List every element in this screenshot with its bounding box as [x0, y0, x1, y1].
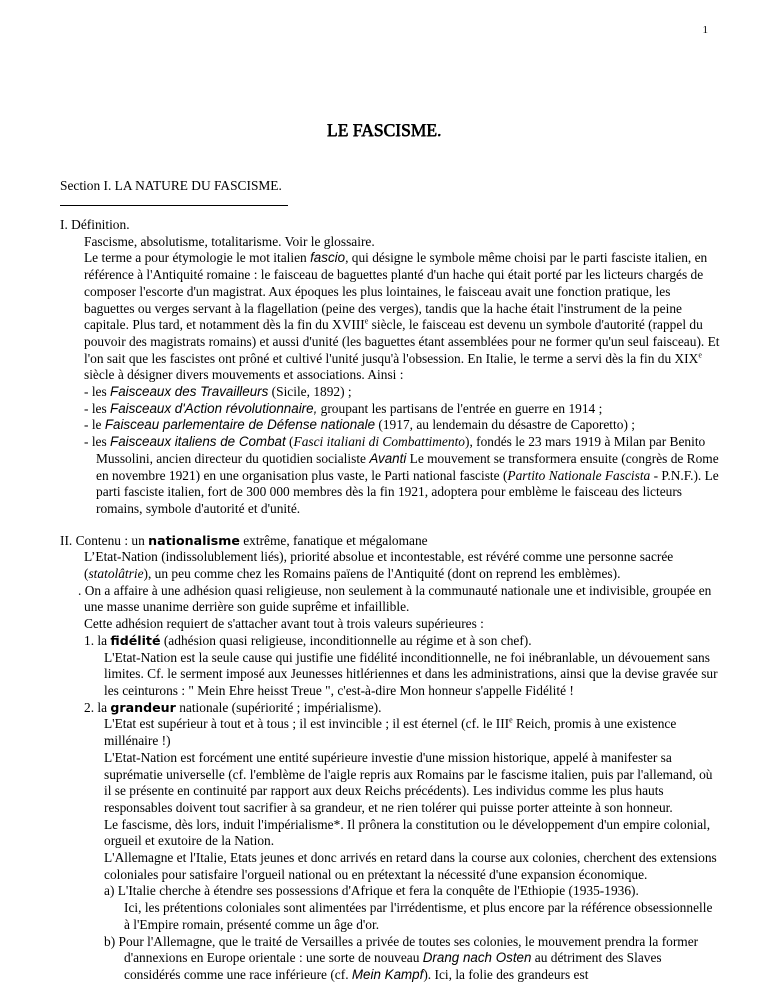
sub-item-a: a) L'Italie cherche à étendre ses possessions d'Afrique et fera la conquête de l'Ethiopie (1935-1936). — [104, 883, 639, 899]
part2-paragraph: Cette adhésion requiert de s'attacher avant tout à trois valeurs supérieures : — [84, 616, 484, 632]
part1-paragraph: Le terme a pour étymologie le mot italien fascio, qui désigne le symbole même choisi par le parti fasciste italien, en référence à l'Antiquité romaine : le faisceau de baguettes planté d'un hache qui était porté par les licteurs chargés de composer l'escorte d'un magistrat. Aux époques les plus lointaines, le faisceau avait une fonction pratique, les baguettes ou verges servant à la flagellation (peine des verges), tandis que la hache était l'instrument de la peine capitale. Plus tard, et notamment dès la fin du XVIIIe siècle, le faisceau est devenu un symbole d'autorité (rappel du pouvoir des magistrats romains) et aussi d'unité (les baguettes étant assemblées pour ne former qu'un seul faisceau). Et l'on sait que les fascistes ont prôné et cultivé l'unité jusqu'à l'obsession. En Italie, le terme a servi dès la fin du XIXe siècle à désigner divers mouvements et associations. Ainsi : — [84, 250, 720, 383]
sub-item-paragraph: Ici, les prétentions coloniales sont alimentées par l'irrédentisme, et plus encore par la référence obsessionnelle à l'Empire romain, présenté comme un âge d'or. — [124, 900, 713, 932]
section-underline — [60, 205, 288, 206]
part2-heading: II. Contenu : un nationalisme extrême, fanatique et mégalomane — [60, 532, 428, 548]
numbered-item-2: 2. la grandeur nationale (supériorité ; impérialisme). — [84, 699, 382, 715]
part1-heading: I. Définition. — [60, 217, 130, 232]
part2-paragraph: L’Etat-Nation (indissolublement liés), priorité absolue et incontestable, est révéré comme une personne sacrée (statolâtrie), un peu comme chez les Romains païens de l'Antiquité (dont on reprend les emblèmes). — [84, 549, 674, 582]
part2-paragraph: . On a affaire à une adhésion quasi religieuse, non seulement à la communauté nationale une et indivisible, groupée en une masse unanime derrière son guide suprême et infaillible. — [78, 582, 712, 615]
document-body — [60, 217, 720, 984]
numbered-item-paragraph: L'Allemagne et l'Italie, Etats jeunes et donc arrivés en retard dans la course aux colonies, cherchent des extensions coloniales pour satisfaire l'orgueil national ou en prétextant la nécessité d'une expansion économique. — [104, 850, 717, 882]
page-number: 1 — [702, 24, 708, 36]
list-item: - les Faisceaux des Travailleurs (Sicile, 1892) ; — [84, 384, 352, 400]
part1-intro: Fascisme, absolutisme, totalitarisme. Voir le glossaire. — [84, 233, 375, 249]
numbered-item-1: 1. la fidélité (adhésion quasi religieuse, inconditionnelle au régime et à son chef). — [84, 632, 532, 648]
numbered-item-paragraph: Le fascisme, dès lors, induit l'impérialisme*. Il prônera la constitution ou le développement d'un empire colonial, orgueil et exutoire de la Nation. — [104, 816, 711, 849]
sub-item-b: b) Pour l'Allemagne, que le traité de Versailles a privée de toutes ses colonies, le mouvement prendra la former d'annexions en Europe orientale : une sorte de nouveau Drang nach Osten au détriment des Slaves considérés comme une race inférieure (cf. Mein Kampf). Ici, la folie des grandeurs est — [104, 933, 699, 982]
list-item: - les Faisceaux d'Action révolutionnaire, groupant les partisans de l'entrée en guerre en 1914 ; — [84, 400, 603, 416]
numbered-item-paragraph: L'Etat-Nation est forcément une entité supérieure investie d'une mission historique, appelé à manifester sa suprématie universelle (cf. l'emblème de l'aigle repris aux Romains par le fascisme italien, puis par l'allemand, où il se présente en continuité par rapport aux deux Reichs précédents). Les individus comme les plus hauts responsables doivent tout sacrifier à sa grandeur, et ne rien tolérer qui puisse porter atteinte à son honneur. — [104, 749, 713, 815]
list-item: - le Faisceau parlementaire de Défense nationale (1917, au lendemain du désastre de Caporetto) ; — [84, 417, 635, 433]
numbered-item-paragraph: L'Etat-Nation est la seule cause qui justifie une fidélité inconditionnelle, ne foi inébranlable, un dévouement sans limites. Cf. le serment imposé aux Jeunesses hitlériennes et dans les administrations, ainsi que la devise gravée sur les ceinturons : " Mein Ehre heisst Treue ", c'est-à-dire Mon honneur s'appelle Fidélité ! — [104, 649, 718, 698]
section-heading: Section I. LA NATURE DU FASCISME. — [60, 178, 282, 193]
page-title: LE FASCISME. — [326, 120, 442, 140]
numbered-item-paragraph: L'Etat est supérieur à tout et à tous ; il est invincible ; il est éternel (cf. le IIIe Reich, promis à une existence millénaire !) — [104, 715, 677, 749]
list-item: - les Faisceaux italiens de Combat (Fasci italiani di Combattimento), fondés le 23 mars 1919 à Milan par Benito Mussolini, ancien directeur du quotidien socialiste Avanti Le mouvement se transformera ensuite (congrès de Rome en novembre 1921) en une organisation plus vaste, le Parti national fasciste (Partito Nationale Fascista - P.N.F.). Le parti fasciste italien, fort de 300 000 membres dès la fin 1921, adoptera pour emblème le faisceau des licteurs romains, symbole d'autorité et d'unité. — [84, 434, 719, 516]
